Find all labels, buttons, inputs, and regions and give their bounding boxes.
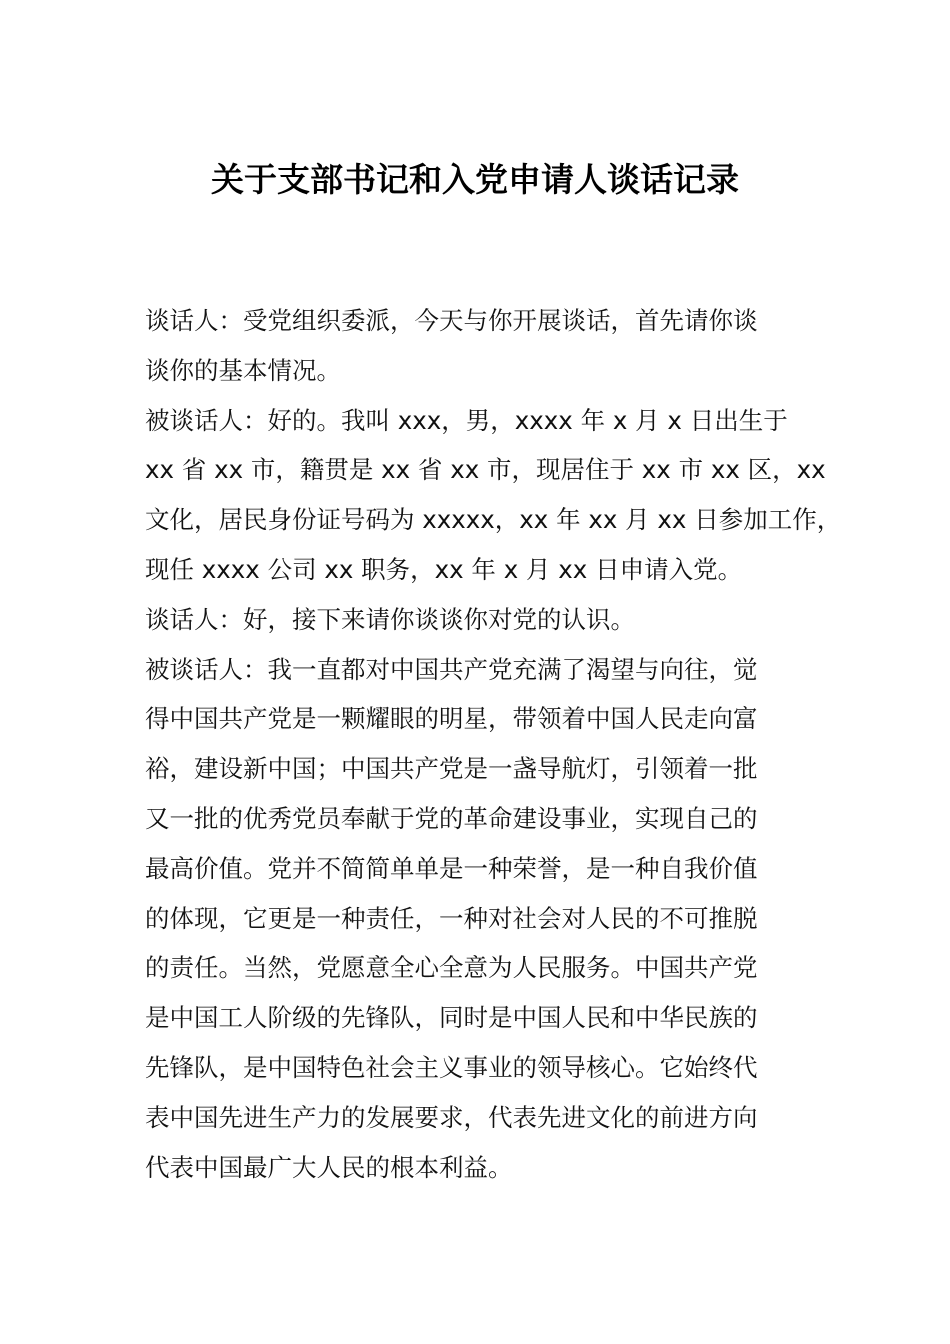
- text-line: 又一批的优秀党员奉献于党的革命建设事业，实现自己的: [145, 803, 758, 833]
- text-line: 被谈话人：我一直都对中国共产党充满了渴望与向往，觉: [145, 654, 758, 684]
- text-line: 是中国工人阶级的先锋队，同时是中国人民和中华民族的: [145, 1003, 758, 1033]
- document-body: [145, 296, 845, 1192]
- text-line: 裕，建设新中国；中国共产党是一盏导航灯，引领着一批: [145, 754, 758, 784]
- text-line: 谈话人：受党组织委派，今天与你开展谈话，首先请你谈: [145, 306, 758, 335]
- text-line: 被谈话人：好的。我叫 xxx，男，xxxx 年 x 月 x 日出生于: [145, 405, 788, 435]
- text-line: 文化，居民身份证号码为 xxxxx，xx 年 xx 月 xx 日参加工作，: [145, 505, 842, 535]
- text-line: 的体现，它更是一种责任，一种对社会对人民的不可推脱: [145, 903, 758, 933]
- document-title: 关于支部书记和入党申请人谈话记录: [211, 160, 739, 199]
- text-line: 先锋队，是中国特色社会主义事业的领导核心。它始终代: [145, 1052, 758, 1082]
- text-line: 表中国先进生产力的发展要求，代表先进文化的前进方向: [145, 1102, 758, 1132]
- text-line: 谈你的基本情况。: [145, 355, 341, 385]
- text-line: 得中国共产党是一颗耀眼的明星，带领着中国人民走向富: [145, 704, 758, 734]
- text-line: 的责任。当然，党愿意全心全意为人民服务。中国共产党: [145, 953, 758, 983]
- text-line: 现任 xxxx 公司 xx 职务，xx 年 x 月 xx 日申请入党。: [145, 554, 743, 584]
- text-line: 谈话人：好，接下来请你谈谈你对党的认识。: [145, 604, 635, 634]
- text-line: xx 省 xx 市，籍贯是 xx 省 xx 市，现居住于 xx 市 xx 区，xx: [145, 455, 826, 485]
- text-line: 代表中国最广大人民的根本利益。: [145, 1152, 513, 1182]
- text-line: 最高价值。党并不简简单单是一种荣誉，是一种自我价值: [145, 853, 758, 883]
